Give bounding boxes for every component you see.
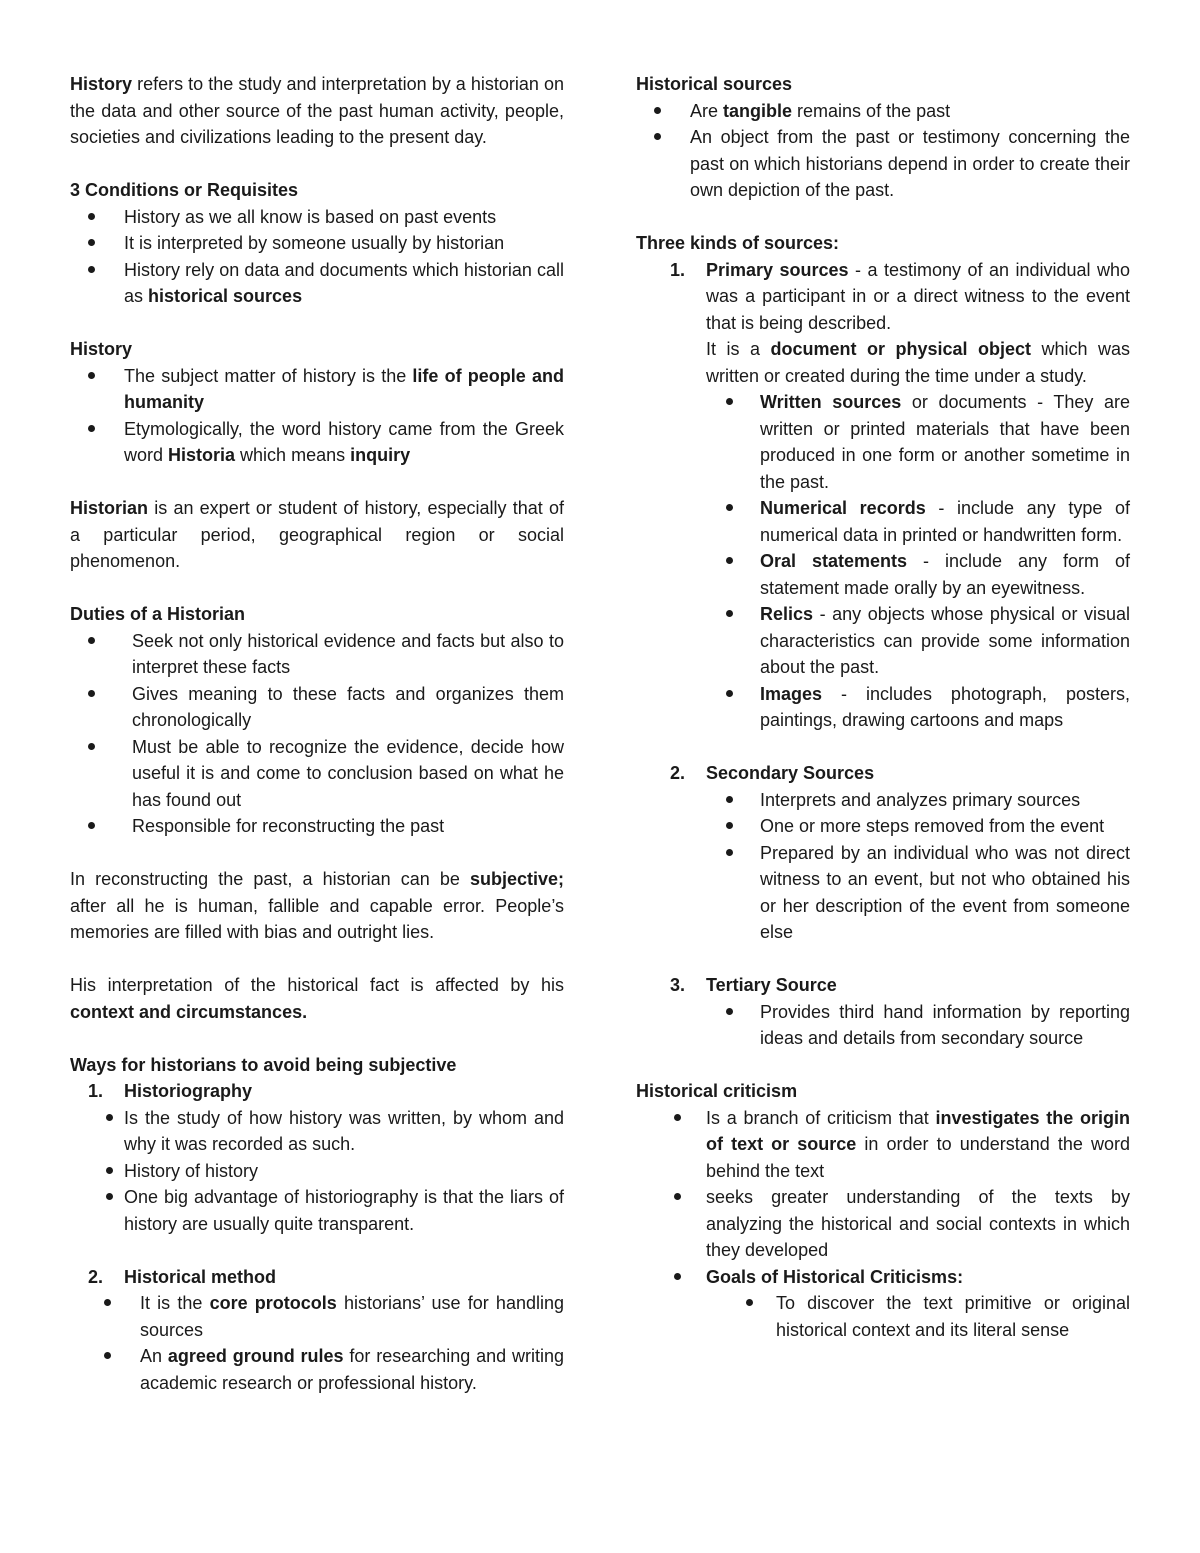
bullet-icon [106, 1114, 113, 1121]
right-column [636, 71, 1130, 1343]
subjective-paragraph: In reconstructing the past, a historian can be subjective; after all he is human, fallible and capable error. People’s memories are filled with bias and outright lies. [70, 869, 564, 942]
list-item: The subject matter of history is the life of people and humanity [70, 363, 564, 416]
bullet-icon [726, 796, 733, 803]
list-item: History of history [70, 1158, 564, 1185]
bullet-icon [726, 504, 733, 511]
bullet-icon [726, 557, 733, 564]
bullet-icon [88, 372, 95, 379]
goals-list [636, 1290, 1130, 1343]
bullet-icon [746, 1299, 753, 1306]
list-item: Prepared by an individual who was not direct witness to an event, but not who obtained his or her description of the event from someone else [760, 840, 1130, 946]
list-item: Numerical records - include any type of numerical data in printed or handwritten form. [760, 495, 1130, 548]
bullet-icon [88, 743, 95, 750]
bullet-icon [654, 107, 661, 114]
tertiary-source-list [636, 999, 1130, 1052]
bullet-icon [88, 425, 95, 432]
bullet-icon [88, 213, 95, 220]
list-item: Relics - any objects whose physical or visual characteristics can provide some information about the past. [760, 601, 1130, 681]
list-item: History as we all know is based on past events [70, 204, 564, 231]
historiography-heading: 1. Historiography [88, 1081, 253, 1101]
bullet-icon [674, 1273, 681, 1280]
history-list [70, 363, 564, 469]
bullet-icon [726, 398, 733, 405]
historical-method-list [70, 1290, 564, 1396]
list-item: An object from the past or testimony concerning the past on which historians depend in order to create their own depiction of the past. [636, 124, 1130, 204]
criticism-heading: Historical criticism [636, 1081, 798, 1101]
list-item: Images - includes photograph, posters, paintings, drawing cartoons and maps [760, 681, 1130, 734]
list-item: Gives meaning to these facts and organizes them chronologically [70, 681, 564, 734]
list-item: Seek not only historical evidence and facts but also to interpret these facts [70, 628, 564, 681]
list-item: It is the core protocols historians’ use for handling sources [70, 1290, 564, 1343]
history-definition: History refers to the study and interpretation by a historian on the data and other source of the past human activity, people, societies and civilizations leading to the present day. [70, 74, 564, 147]
bullet-icon [88, 637, 95, 644]
list-item: Interprets and analyzes primary sources [760, 787, 1130, 814]
list-item: Provides third hand information by reporting ideas and details from secondary source [760, 999, 1130, 1052]
secondary-sources-item: 2. Secondary Sources [670, 763, 875, 783]
sources-list [636, 98, 1130, 204]
list-item: History rely on data and documents which historian call as historical sources [70, 257, 564, 310]
primary-sources-item: 1. Primary sources - a testimony of an individual who was a participant in or a direct witness to the event that is being described. [670, 259, 1130, 333]
list-item: seeks greater understanding of the texts by analyzing the historical and social contexts in which they developed [636, 1184, 1130, 1264]
list-item: One big advantage of historiography is that the liars of history are usually quite transparent. [70, 1184, 564, 1237]
bullet-icon [88, 239, 95, 246]
list-item: To discover the text primitive or original historical context and its literal sense [776, 1290, 1130, 1343]
historical-method-heading: 2. Historical method [88, 1266, 277, 1287]
history-heading: History [70, 339, 133, 359]
list-item: An agreed ground rules for researching and writing academic research or professional history. [70, 1343, 564, 1396]
kinds-heading: Three kinds of sources: [636, 233, 840, 253]
left-column [70, 71, 564, 1396]
historiography-list [70, 1105, 564, 1238]
list-item: It is interpreted by someone usually by historian [70, 230, 564, 257]
sources-heading: Historical sources [636, 74, 793, 94]
bullet-icon [88, 690, 95, 697]
duties-heading: Duties of a Historian [70, 604, 246, 624]
bullet-icon [88, 822, 95, 829]
list-item: Responsible for reconstructing the past [70, 813, 564, 840]
list-item: Is the study of how history was written, by whom and why it was recorded as such. [70, 1105, 564, 1158]
historian-definition: Historian is an expert or student of history, especially that of a particular period, geographical region or social phenomenon. [70, 498, 564, 571]
duties-list [70, 628, 564, 840]
list-item: One or more steps removed from the event [760, 813, 1130, 840]
bullet-icon [104, 1299, 111, 1306]
list-item: Oral statements - include any form of statement made orally by an eyewitness. [760, 548, 1130, 601]
bullet-icon [726, 690, 733, 697]
list-item: Etymologically, the word history came from the Greek word Historia which means inquiry [70, 416, 564, 469]
list-item: Must be able to recognize the evidence, decide how useful it is and come to conclusion based on what he has found out [70, 734, 564, 814]
conditions-list [70, 204, 564, 310]
bullet-icon [104, 1352, 111, 1359]
list-item: Written sources or documents - They are written or printed materials that have been produced in one form or another sometime in the past. [760, 389, 1130, 495]
primary-sources-list [636, 389, 1130, 734]
bullet-icon [106, 1193, 113, 1200]
bullet-icon [726, 849, 733, 856]
bullet-icon [654, 133, 661, 140]
bullet-icon [726, 822, 733, 829]
primary-sources-note: It is a document or physical object which was written or created during the time under a study. [706, 339, 1131, 386]
bullet-icon [674, 1193, 681, 1200]
bullet-icon [674, 1114, 681, 1121]
secondary-sources-list [636, 787, 1130, 946]
bullet-icon [726, 610, 733, 617]
list-item: Goals of Historical Criticisms: [636, 1264, 1130, 1291]
bullet-icon [106, 1167, 113, 1174]
list-item: Is a branch of criticism that investigates the origin of text or source in order to understand the word behind the text [636, 1105, 1130, 1185]
interpretation-paragraph: His interpretation of the historical fact is affected by his context and circumstances. [70, 975, 564, 1022]
list-item: Are tangible remains of the past [636, 98, 1130, 125]
criticism-list [636, 1105, 1130, 1291]
history-term: History [70, 74, 133, 94]
conditions-heading: 3 Conditions or Requisites [70, 180, 299, 200]
bullet-icon [88, 266, 95, 273]
bullet-icon [726, 1008, 733, 1015]
tertiary-source-item: 3. Tertiary Source [670, 975, 837, 995]
ways-heading: Ways for historians to avoid being subjective [70, 1054, 457, 1075]
